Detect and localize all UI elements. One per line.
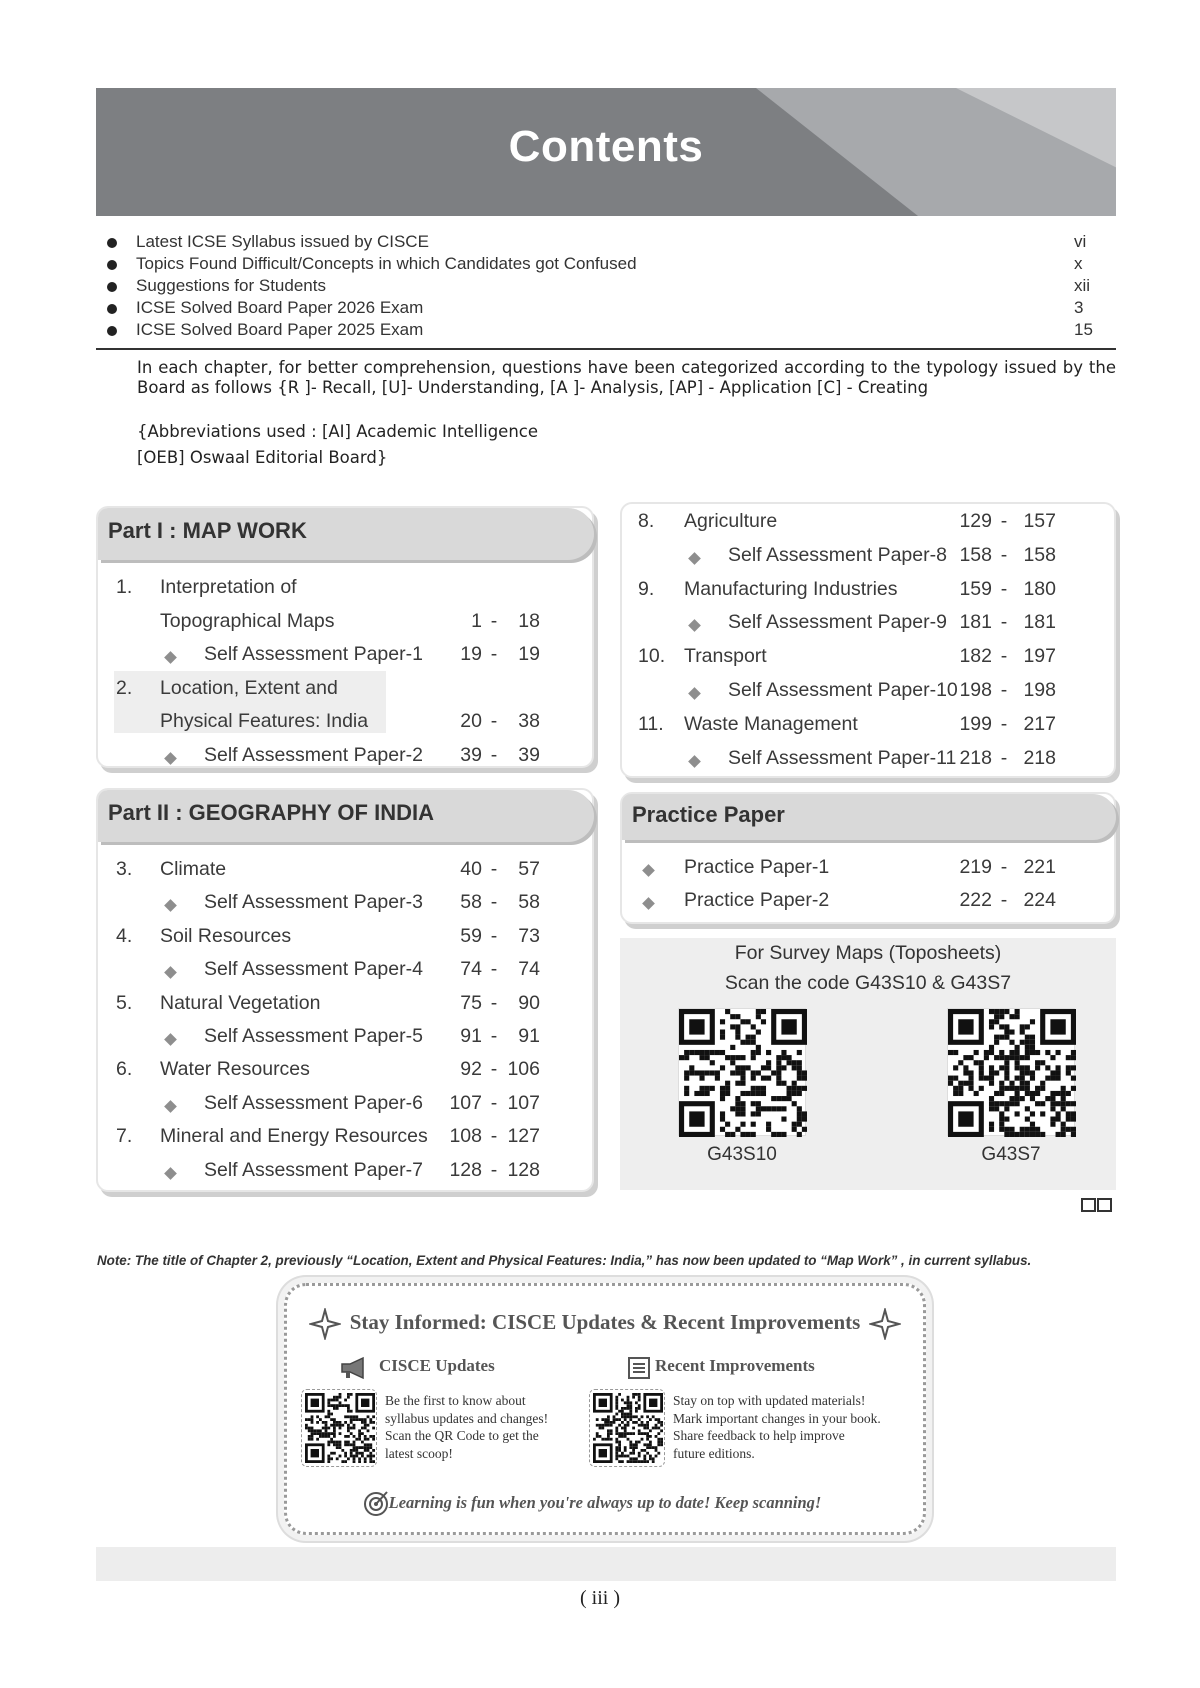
part1-box	[96, 506, 594, 768]
chapter-title: Self Assessment Paper-3	[204, 891, 423, 914]
page-range-separator: -	[490, 1025, 498, 1047]
chapter-number: 2.	[116, 676, 133, 699]
chapter-number: 1.	[116, 576, 133, 598]
survey-maps-panel	[620, 938, 1116, 1190]
page-number: 218	[1023, 746, 1056, 769]
page-range-separator: -	[1000, 746, 1008, 769]
self-assessment-row	[98, 1092, 592, 1122]
chapter-row	[98, 1125, 592, 1155]
page-number: 182	[959, 645, 992, 668]
page-number: 59	[460, 924, 482, 947]
diamond-icon	[164, 1100, 177, 1113]
survey-maps-text: Scan the code G43S10 & G43S7	[724, 972, 1012, 994]
page-number: 199	[959, 712, 992, 735]
page-number: 159	[959, 577, 992, 600]
chapter-title: Manufacturing Industries	[684, 577, 898, 600]
page-number: 92	[460, 1058, 482, 1081]
qr-code-g43s10[interactable]	[678, 1008, 806, 1136]
chapter-row	[622, 578, 1114, 608]
page-range-separator: -	[490, 643, 498, 665]
chapter-number: 6.	[116, 1058, 133, 1081]
abbreviations-line: {Abbreviations used : [AI] Academic Intelligence	[137, 422, 538, 441]
page-range-separator: -	[490, 743, 498, 766]
chapter-title: Self Assessment Paper-2	[204, 743, 423, 766]
page-range-separator: -	[490, 924, 498, 947]
diamond-icon	[688, 552, 701, 565]
part1-heading: Part I : MAP WORK	[98, 508, 594, 560]
card-text-line: Share feedback to help improve	[673, 1428, 845, 1443]
page-number: 75	[460, 991, 482, 1014]
page-number: 57	[518, 858, 540, 880]
chapter-title: Self Assessment Paper-6	[204, 1091, 423, 1114]
part2-box	[96, 788, 594, 1192]
page-number: 38	[518, 710, 540, 732]
chapter-title: Agriculture	[684, 510, 778, 532]
chapter-title: Physical Features: India	[160, 710, 369, 732]
intro-item-page: vi	[1074, 232, 1087, 251]
page-range-separator: -	[490, 958, 498, 981]
page-number: 180	[1023, 577, 1056, 600]
intro-item-label: Topics Found Difficult/Concepts in which Candidates got Confused	[136, 254, 637, 273]
page-number: ( iii )	[580, 1587, 620, 1609]
diamond-icon	[688, 620, 701, 633]
diamond-icon	[642, 864, 655, 877]
self-assessment-row	[98, 643, 592, 673]
page-number: 39	[460, 743, 482, 766]
intro-list	[104, 232, 1104, 342]
part2-continued-box	[620, 502, 1116, 778]
intro-item	[104, 298, 1104, 320]
chapter-row	[622, 510, 1114, 540]
chapter-title: Mineral and Energy Resources	[160, 1125, 428, 1148]
page-number: 222	[959, 889, 992, 911]
diamond-icon	[164, 966, 177, 979]
self-assessment-row	[98, 891, 592, 921]
chapter-title: Interpretation of	[160, 576, 297, 598]
intro-item-page: xii	[1074, 276, 1091, 295]
diamond-icon	[164, 1167, 177, 1180]
page-range-separator: -	[1000, 645, 1008, 668]
typology-note: In each chapter, for better comprehension, questions have been categorized according to the typology issued by the Board as follows {R ]- Recall, [U]- Understanding, [A ]- Analysis, [AP] - Application [C] - Creating	[137, 358, 1116, 397]
chapter-title: Natural Vegetation	[160, 991, 321, 1014]
page-number: 127	[507, 1125, 540, 1148]
chapter-row	[98, 677, 592, 707]
qr-code-label: G43S7	[981, 1144, 1041, 1165]
intro-item-page: x	[1074, 254, 1083, 273]
page-number: 19	[518, 643, 540, 665]
page-number: 40	[460, 858, 482, 880]
stay-informed-title: Stay Informed: CISCE Updates & Recent Improvements	[349, 1310, 861, 1334]
part2-heading: Part II : GEOGRAPHY OF INDIA	[98, 790, 594, 842]
chapter-title: Self Assessment Paper-7	[204, 1158, 423, 1181]
diamond-icon	[164, 1033, 177, 1046]
page-range-separator: -	[490, 1125, 498, 1148]
chapter-title: Transport	[684, 645, 767, 668]
page-range-separator: -	[1000, 889, 1008, 911]
page-number: 58	[460, 891, 482, 914]
practice-box	[620, 792, 1116, 924]
page-number: 181	[1023, 611, 1056, 634]
self-assessment-row	[622, 611, 1114, 641]
diamond-icon	[164, 651, 177, 664]
chapter-number: 9.	[638, 577, 655, 600]
self-assessment-row	[98, 744, 592, 774]
recent-improvements-text	[673, 1392, 881, 1462]
stay-informed-card	[284, 1283, 926, 1535]
page-range-separator: -	[490, 609, 498, 632]
card-text-line: Scan the QR Code to get the	[385, 1428, 539, 1443]
bullet-dot-icon	[107, 260, 117, 270]
qr-code-recent-improvements[interactable]	[589, 1389, 665, 1467]
page-number: 217	[1023, 712, 1056, 735]
chapter-number: 3.	[116, 858, 133, 880]
cisce-updates-heading: CISCE Updates	[379, 1356, 495, 1375]
chapter-title: Self Assessment Paper-9	[728, 611, 947, 634]
intro-item	[104, 276, 1104, 298]
chapter-row	[622, 645, 1114, 675]
chapter-row	[98, 610, 592, 640]
page-number: 106	[507, 1058, 540, 1081]
chapter-row	[98, 858, 592, 888]
intro-item-label: ICSE Solved Board Paper 2026 Exam	[136, 298, 424, 317]
page-number: 58	[518, 891, 540, 914]
chapter-number: 5.	[116, 991, 133, 1014]
page-number: 198	[1023, 679, 1056, 701]
self-assessment-row	[98, 1025, 592, 1055]
intro-item	[104, 320, 1104, 342]
page-number: 197	[1023, 645, 1056, 668]
chapter-title: Water Resources	[160, 1058, 310, 1081]
qr-code-g43s7[interactable]	[947, 1008, 1075, 1136]
page-number: 157	[1023, 510, 1056, 532]
intro-item-label: ICSE Solved Board Paper 2025 Exam	[136, 320, 424, 339]
page-number: 19	[460, 643, 482, 665]
page-number: 129	[959, 510, 992, 532]
intro-item-label: Latest ICSE Syllabus issued by CISCE	[136, 232, 429, 251]
bullet-dot-icon	[107, 326, 117, 336]
page-range-separator: -	[490, 1058, 498, 1081]
page-range-separator: -	[490, 991, 498, 1014]
chapter-title: Self Assessment Paper-11	[728, 746, 957, 769]
chapter-row	[98, 992, 592, 1022]
intro-item-label: Suggestions for Students	[136, 276, 326, 295]
page-range-separator: -	[490, 1158, 498, 1181]
card-text-line: future editions.	[673, 1445, 755, 1461]
bullet-dot-icon	[107, 304, 117, 314]
chapter-number: 10.	[638, 645, 666, 668]
self-assessment-row	[622, 747, 1114, 777]
page-number: 90	[518, 991, 540, 1014]
page-number: 18	[518, 609, 540, 632]
page-number: 73	[518, 924, 540, 947]
intro-item-page: 3	[1074, 298, 1084, 317]
chapter-row	[622, 713, 1114, 743]
page-range-separator: -	[1000, 577, 1008, 600]
chapter-row	[98, 576, 592, 606]
chapter-title: Self Assessment Paper-10	[728, 679, 958, 701]
chapter-row	[98, 925, 592, 955]
page-range-separator: -	[490, 710, 498, 732]
page-range-separator: -	[1000, 611, 1008, 634]
contents-banner	[96, 88, 1116, 216]
intro-item	[104, 254, 1104, 276]
chapter-title: Self Assessment Paper-4	[204, 958, 423, 981]
chapter-row	[622, 889, 1114, 919]
page-number: 74	[460, 958, 482, 981]
book-icon	[1081, 1198, 1113, 1212]
card-text-line: Stay on top with updated materials!	[673, 1393, 866, 1408]
page-number: 20	[460, 710, 482, 732]
diamond-icon	[164, 752, 177, 765]
page-number: 39	[518, 743, 540, 766]
qr-code-cisce-updates[interactable]	[301, 1389, 377, 1467]
page-number: 224	[1023, 889, 1056, 911]
survey-maps-text: For Survey Maps (Toposheets)	[734, 942, 1002, 964]
page-number: 221	[1023, 856, 1056, 878]
page-number: 128	[507, 1158, 540, 1181]
page-number: 219	[959, 856, 992, 878]
page-number: 198	[959, 679, 992, 701]
chapter-title: Location, Extent and	[160, 676, 338, 699]
self-assessment-row	[622, 679, 1114, 709]
page-range-separator: -	[1000, 510, 1008, 532]
divider	[96, 348, 1116, 350]
card-text-line: Mark important changes in your book.	[673, 1410, 881, 1426]
chapter-number: 8.	[638, 510, 655, 532]
chapter-row	[622, 856, 1114, 886]
chapter-title: Self Assessment Paper-5	[204, 1025, 423, 1047]
page-number: 108	[449, 1125, 482, 1148]
page-number: 1	[471, 609, 482, 632]
page-number: 91	[460, 1025, 482, 1047]
self-assessment-row	[622, 544, 1114, 574]
page-number: 158	[959, 543, 992, 566]
recent-improvements-heading: Recent Improvements	[655, 1356, 815, 1375]
diamond-icon	[688, 755, 701, 768]
page-number: 181	[959, 611, 992, 634]
diamond-icon	[164, 900, 177, 913]
page-number: 107	[507, 1091, 540, 1114]
bullet-dot-icon	[107, 282, 117, 292]
page-title: Contents	[508, 122, 704, 171]
chapter-number: 4.	[116, 924, 133, 947]
card-text-line: latest scoop!	[385, 1445, 453, 1461]
bullet-dot-icon	[107, 238, 117, 248]
practice-heading: Practice Paper	[622, 794, 1116, 840]
page-number: 158	[1023, 543, 1056, 566]
list-icon	[627, 1356, 651, 1380]
page-range-separator: -	[1000, 856, 1008, 878]
abbreviations-line: [OEB] Oswaal Editorial Board}	[137, 448, 388, 467]
chapter-title: Waste Management	[684, 712, 858, 735]
page-range-separator: -	[490, 858, 498, 880]
chapter-row	[98, 710, 592, 740]
chapter-number: 7.	[116, 1125, 133, 1148]
diamond-icon	[688, 687, 701, 700]
page-range-separator: -	[1000, 679, 1008, 701]
page-range-separator: -	[1000, 712, 1008, 735]
cisce-updates-text	[385, 1392, 548, 1462]
chapter-row	[98, 1058, 592, 1088]
chapter-number: 11.	[638, 712, 664, 735]
chapter-title: Practice Paper-2	[684, 889, 830, 911]
self-assessment-row	[98, 958, 592, 988]
diamond-icon	[642, 897, 655, 910]
footer-bar	[96, 1547, 1116, 1581]
chapter-title: Climate	[160, 858, 227, 880]
megaphone-icon	[339, 1356, 371, 1380]
chapter-title: Self Assessment Paper-1	[204, 643, 423, 665]
page-range-separator: -	[490, 1091, 498, 1114]
page-number: 128	[449, 1158, 482, 1181]
chapter-title: Soil Resources	[160, 924, 292, 947]
card-text-line: Be the first to know about	[385, 1393, 526, 1408]
chapter-title: Self Assessment Paper-8	[728, 543, 947, 566]
page-number: 91	[518, 1025, 540, 1047]
page-number: 74	[518, 958, 540, 981]
page-number: 218	[959, 746, 992, 769]
card-text-line: syllabus updates and changes!	[385, 1410, 549, 1426]
stay-informed-footer: Learning is fun when you're always up to date! Keep scanning!	[388, 1493, 822, 1512]
page-range-separator: -	[490, 891, 498, 914]
intro-item	[104, 232, 1104, 254]
self-assessment-row	[98, 1159, 592, 1189]
qr-code-label: G43S10	[707, 1144, 777, 1165]
intro-item-page: 15	[1074, 320, 1093, 339]
chapter-title: Topographical Maps	[160, 609, 335, 632]
page-range-separator: -	[1000, 543, 1008, 566]
chapter-title: Practice Paper-1	[684, 856, 830, 878]
syllabus-note: Note: The title of Chapter 2, previously “Location, Extent and Physical Features: India,” has now been updated to “Map Work” , in current syllabus.	[97, 1253, 1032, 1268]
page-number: 107	[449, 1091, 482, 1114]
